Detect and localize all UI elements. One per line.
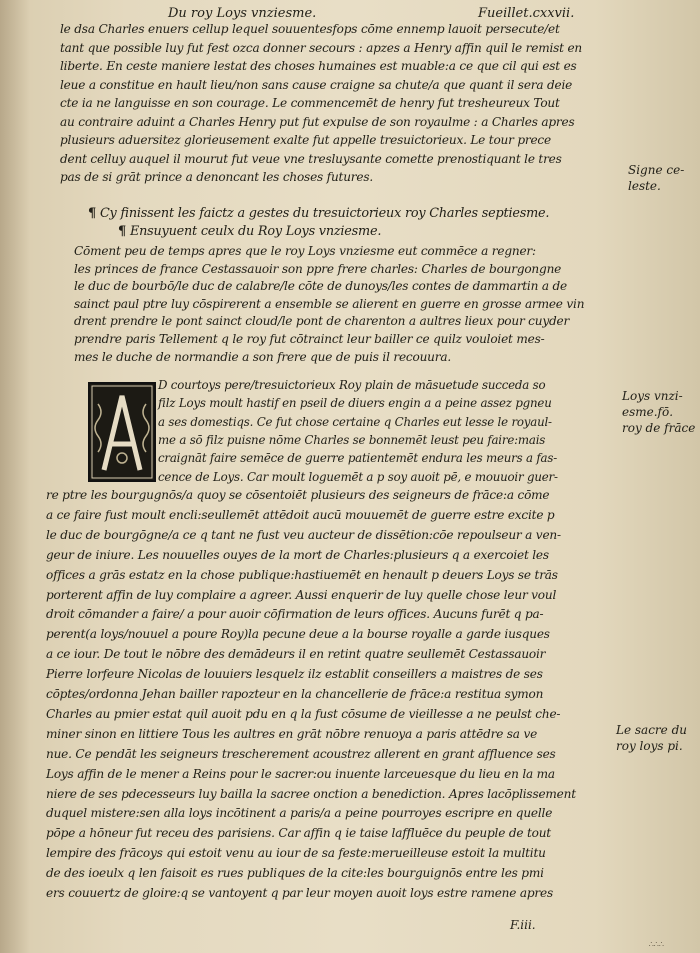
text-line: miner sinon en littiere Tous les aultres en grāt nōbre renuoya a paris attēdre sa ve bbox=[46, 726, 538, 741]
margin-note bbox=[622, 388, 695, 436]
chapter-title: ¶ Ensuyuent ceulx du Roy Loys vnziesme. bbox=[118, 224, 382, 239]
text-line: plusieurs aduersitez glorieusement exalte fut appelle tresuictorieux. Le tour prece bbox=[60, 133, 551, 147]
section-ending: ¶ Cy finissent les faictz a gestes du tresuictorieux roy Charles septiesme. bbox=[88, 206, 550, 221]
margin-note-line: roy de frāce bbox=[622, 421, 696, 435]
text-line: filz Loys moult hastif en pseil de diuers engin a a peine assez pgneu bbox=[158, 396, 552, 411]
margin-note-line: roy loys pi. bbox=[616, 739, 683, 753]
text-line: craignāt faire semēce de guerre patientemēt endura les meurs a fas- bbox=[158, 451, 558, 466]
running-title: Du roy Loys vnziesme. bbox=[168, 6, 317, 21]
text-line: perent(a loys/nouuel a poure Roy)la pecune deue a la bourse royalle a garde iusques bbox=[46, 627, 550, 642]
text-line: geur de iniure. Les nouuelles ouyes de la mort de Charles:plusieurs q a exercoiet les bbox=[46, 547, 549, 562]
margin-note bbox=[628, 162, 684, 194]
text-line: droit cōmander a faire/ a pour auoir cōfirmation de leurs offices. Aucuns furēt q pa- bbox=[46, 607, 544, 622]
margin-note-line: leste. bbox=[628, 179, 661, 193]
text-line: le duc de bourbō/le duc de calabre/le cōte de dunoys/les contes de dammartin a de bbox=[74, 279, 567, 294]
text-line: cte ia ne languisse en son courage. Le commencemēt de henry fut tresheureux Tout bbox=[60, 96, 560, 110]
text-line: de des ioeulx q len faisoit es rues publiques de la cite:les bourguignōs entre les pmi bbox=[46, 866, 544, 881]
text-line: liberte. En ceste maniere lestat des choses humaines est muable:a ce que cil qui est es bbox=[60, 59, 577, 73]
text-line: mes le duche de normandie a son frere que de puis il recouura. bbox=[74, 349, 451, 364]
pilcrow-icon: ¶ bbox=[118, 224, 127, 239]
text-line: lempire des frācoys qui estoit venu au iour de sa feste:merueilleuse estoit la multitu bbox=[46, 846, 546, 861]
text-line: Charles au pmier estat quil auoit pdu en q la fust cōsume de vieillesse a ne peulst che- bbox=[46, 706, 561, 721]
text-line: pas de si grāt prince a denoncant les choses futures. bbox=[60, 170, 373, 184]
corner-mark: ∴∴∴ bbox=[648, 940, 664, 949]
text-line: le duc de bourgōgne/a ce q tant ne fust veu aucteur de dissētion:cōe repoulseur a ven- bbox=[46, 527, 561, 542]
pilcrow-icon: ¶ bbox=[88, 206, 97, 221]
folio-number: Fueillet.cxxvii. bbox=[478, 6, 575, 21]
margin-note-line: Loys vnzi- bbox=[622, 389, 683, 403]
signature-mark: F.iii. bbox=[510, 918, 536, 932]
text-line: me a sō filz puisne nōme Charles se bonnemēt leust peu faire:mais bbox=[158, 432, 546, 447]
text-line: tant que possible luy fut fest ozca donner secours : apzes a Henry affin quil le remist en bbox=[60, 40, 582, 55]
margin-note-line: esme.fō. bbox=[622, 405, 674, 419]
text-line: sainct paul ptre luy cōspirerent a ensemble se alierent en guerre en grosse armee vin bbox=[74, 296, 585, 311]
text-line: dent celluy auquel il mourut fut veue vne tresluysante comette prenostiquant le tres bbox=[60, 151, 562, 166]
text-line: cōptes/ordonna Jehan bailler rapozteur en la chancellerie de frāce:a restitua symon bbox=[46, 687, 544, 701]
text-line: a ses domestiqs. Ce fut chose certaine q Charles eut lesse le royaul- bbox=[158, 414, 552, 429]
margin-note bbox=[616, 722, 687, 754]
text-line: au contraire aduint a Charles Henry put fut expulse de son royaulme : a Charles apres bbox=[60, 114, 575, 129]
text-line: Loys affin de le mener a Reins pour le sacrer:ou inuente larceuesque du lieu en la ma bbox=[46, 766, 555, 781]
text-line: drent prendre le pont sainct cloud/le pont de charenton a aultres lieux pour cuyder bbox=[74, 314, 570, 329]
text-line: leue a constitue en hault lieu/non sans cause craigne sa chute/a que quant il sera deie bbox=[60, 77, 573, 92]
text-line: cence de Loys. Car moult loguemēt a p soy auoit pē, e mouuoir guer- bbox=[158, 469, 558, 484]
text-line: a ce iour. De tout le nōbre des demādeurs il en retint quatre seullemēt Cestassauoir bbox=[46, 647, 546, 662]
decorated-initial-icon bbox=[88, 382, 156, 482]
text-line: porterent affin de luy complaire a agreer. Aussi enquerir de luy quelle chose leur voul bbox=[46, 587, 557, 602]
text-line: Pierre lorfeure Nicolas de louuiers lesquelz ilz establit conseillers a maistres de ses bbox=[46, 667, 543, 682]
text-line: Cōment peu de temps apres que le roy Loys vnziesme eut commēce a regner: bbox=[74, 244, 536, 258]
margin-note-line: Signe ce- bbox=[628, 163, 685, 177]
text-line: nue. Ce pendāt les seigneurs trescherement acoustrez allerent en grant affluence ses bbox=[46, 746, 556, 761]
text-line: a ce faire fust moult encli:seullemēt attēdoit aucū mouuemēt de guerre estre excite p bbox=[46, 507, 555, 522]
text-line: ers couuertz de gloire:q se vantoyent q par leur moyen auoit loys estre ramene apres bbox=[46, 886, 553, 900]
text-line: duquel mistere:sen alla loys incōtinent a paris/a a peine pourroyes escripre en quelle bbox=[46, 806, 553, 821]
text-line: prendre paris Tellement q le roy fut cōtrainct leur bailler ce quilz vouloiet mes- bbox=[74, 332, 545, 346]
text-line: niere de ses pdecesseurs luy bailla la sacree onction a benediction. Apres lacōplissement bbox=[46, 786, 576, 801]
text-line: offices a grās estatz en la chose publique:hastiuemēt en henault p deuers Loys se trās bbox=[46, 567, 558, 582]
text-line: le dsa Charles enuers cellup lequel souuentesfops cōme ennemp lauoit persecute/et bbox=[60, 22, 560, 36]
text-line: pōpe a hōneur fut receu des parisiens. Car affin q ie taise laffluēce du peuple de tout bbox=[46, 826, 551, 841]
text-line: D courtoys pere/tresuictorieux Roy plain de māsuetude succeda so bbox=[158, 378, 546, 392]
text-line: les princes de france Cestassauoir son ppre frere charles: Charles de bourgongne bbox=[74, 261, 562, 276]
text-line: re ptre les bourgugnōs/a quoy se cōsentoiēt plusieurs des seigneurs de frāce:a cōme bbox=[46, 488, 550, 502]
margin-note-line: Le sacre du bbox=[616, 723, 687, 737]
gutter-shadow bbox=[0, 0, 30, 953]
